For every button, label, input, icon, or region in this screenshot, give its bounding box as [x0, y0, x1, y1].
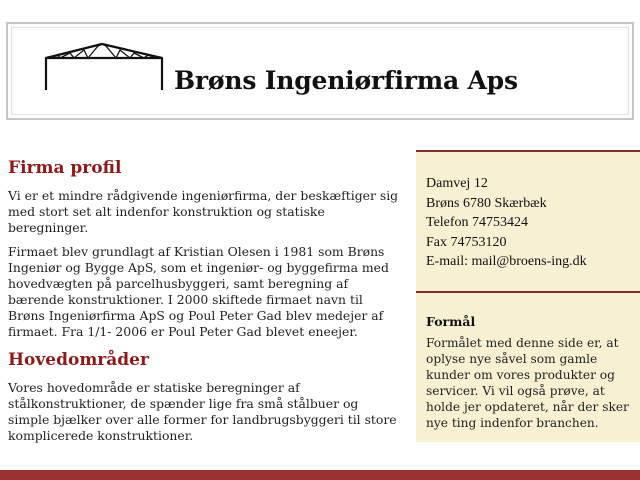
- main-areas-paragraph: Vores hovedområde er statiske beregninger af stålkonstruktioner, de spænder lige fra små stålbuer og simple bjælker over alle former for landbrugsbyggeri til store komplicerede konstruktioner.: [8, 380, 397, 443]
- sidebar: [416, 150, 640, 442]
- contact-address: Damvej 12: [426, 176, 488, 191]
- purpose-box: [426, 314, 636, 431]
- contact-info: [426, 174, 640, 272]
- site-title[interactable]: Brøns Ingeniørfirma Aps: [174, 66, 518, 95]
- profile-heading: Firma profil: [8, 158, 122, 178]
- footer-bar: [0, 470, 640, 480]
- steel-truss-frame-icon[interactable]: [40, 40, 170, 94]
- profile-paragraph-intro: Vi er et mindre rådgivende ingeniørfirma, der beskæftiger sig med stort set alt indenfor konstruktion og statiske beregninger.: [8, 188, 399, 235]
- main-areas-heading: Hovedområder: [8, 350, 149, 370]
- contact-city: Brøns 6780 Skærbæk: [426, 195, 547, 211]
- contact-phone: Telefon 74753424: [426, 215, 529, 230]
- profile-paragraph-history: Firmaet blev grundlagt af Kristian Olesen i 1981 som Brøns Ingeniør og Bygge ApS, som et ingeniør- og byggefirma med hovedvægten på parcelhusbyggeri, samt beregning af bærende konstruktioner. I 2000 skiftede firmaet navn til Brøns Ingeniørfirma ApS og Poul Peter Gad blev medejer af firmaet. Fra 1/1- 2006 er Poul Peter Gad blevet eneejer.: [8, 244, 389, 339]
- main-content: [8, 158, 400, 444]
- contact-fax: Fax 74753120: [426, 234, 507, 250]
- contact-email[interactable]: E-mail: mail@broens-ing.dk: [426, 254, 587, 269]
- sidebar-divider: [416, 291, 640, 293]
- purpose-text: Formålet med denne side er, at oplyse nye såvel som gamle kunder om vores produkter og servicer. Vi vil også prøve, at holde jer opdateret, når der sker nye ting indenfor branchen.: [426, 336, 629, 430]
- site-header: [6, 22, 634, 120]
- purpose-heading: Formål: [426, 314, 476, 329]
